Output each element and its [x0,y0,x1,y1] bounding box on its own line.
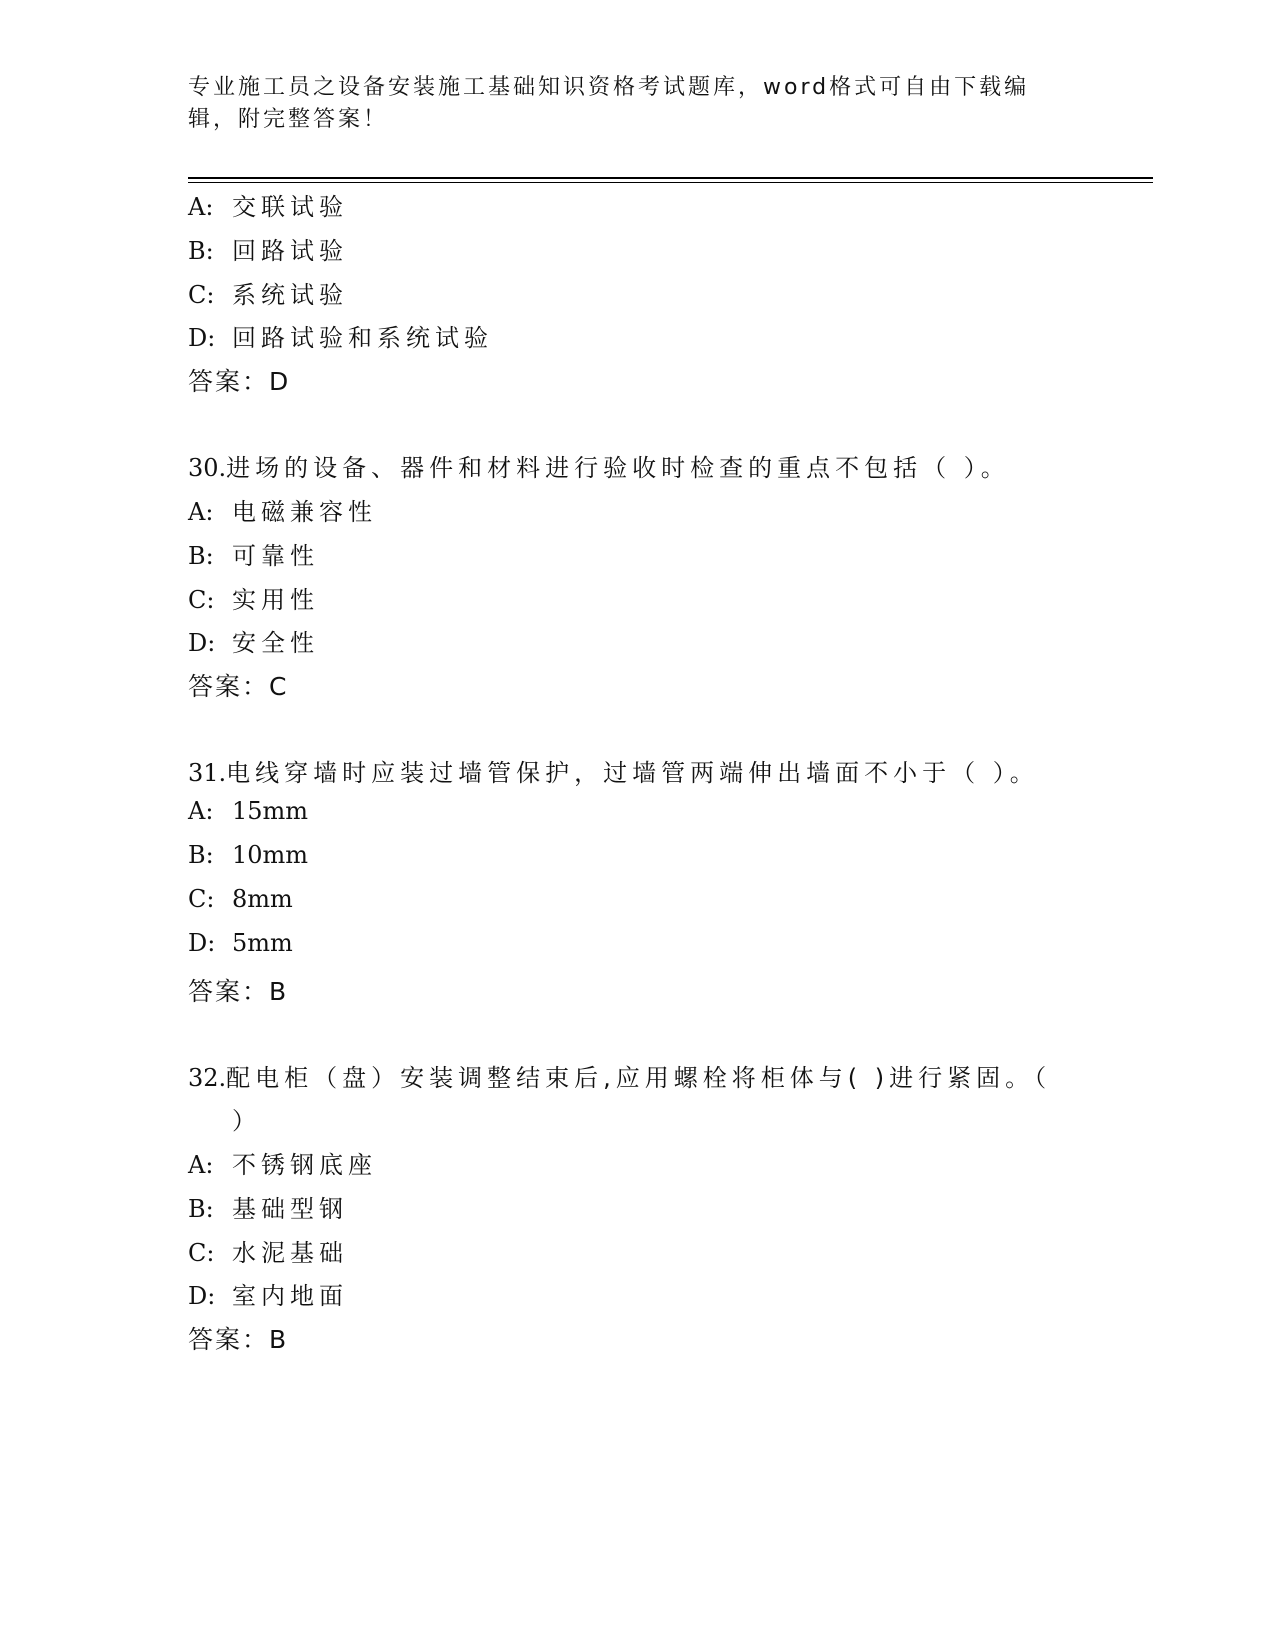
option-text: 系统试验 [232,281,348,309]
option-text: 水泥基础 [232,1239,348,1267]
option-c [188,580,319,615]
answer-line: 答案：B [188,1325,289,1354]
option-label: B: [188,1195,214,1223]
option-text: 5mm [232,929,293,957]
option-text: 10mm [232,841,309,869]
question-text: 电线穿墙时应装过墙管保护，过墙管两端伸出墙面不小于（ ）。 [226,759,1039,787]
option-a [188,492,377,527]
document-header: 专业施工员之设备安装施工基础知识资格考试题库，word格式可自由下载编辑，附完整答案！ [188,75,1030,132]
option-text: 可靠性 [232,542,319,570]
option-c [188,1233,348,1268]
option-label: A: [188,797,214,825]
option-c [188,885,293,913]
option-text: 电磁兼容性 [232,498,377,526]
question-text: 配电柜（盘）安装调整结束后,应用螺栓将柜体与( )进行紧固。（ [226,1064,1052,1092]
option-label: A: [188,193,214,221]
option-label: A: [188,1151,214,1179]
option-label: B: [188,841,214,869]
option-text: 8mm [232,885,293,913]
answer-line: 答案：B [188,977,289,1006]
answer-line: 答案：C [188,672,289,701]
option-d [188,623,319,658]
question-text: 进场的设备、器件和材料进行验收时检查的重点不包括（ ）。 [226,454,1010,482]
option-a [188,797,308,825]
option-label: C: [188,281,215,309]
option-label: C: [188,1239,215,1267]
option-label: D: [188,629,216,657]
option-d [188,929,293,957]
option-a [188,1145,377,1180]
option-b [188,1189,348,1224]
option-label: B: [188,237,214,265]
option-c [188,275,348,310]
option-d [188,1276,348,1311]
option-label: A: [188,498,214,526]
option-text: 回路试验和系统试验 [232,324,493,352]
question-stem [188,1058,1051,1093]
option-b [188,841,308,869]
option-text: 回路试验 [232,237,348,265]
option-label: D: [188,1282,216,1310]
option-text: 不锈钢底座 [232,1151,377,1179]
option-b [188,536,319,571]
option-b [188,231,348,266]
question-stem-continuation: ） [232,1107,256,1135]
option-label: C: [188,885,215,913]
question-stem [188,753,1039,788]
option-text: 交联试验 [232,193,348,221]
option-text: 15mm [232,797,309,825]
option-label: B: [188,542,214,570]
question-number: 32. [188,1064,227,1092]
option-label: C: [188,586,215,614]
option-text: 基础型钢 [232,1195,348,1223]
option-text: 实用性 [232,586,319,614]
header-rule-thin [188,182,1153,183]
option-label: D: [188,929,216,957]
option-text: 室内地面 [232,1282,348,1310]
option-d [188,318,493,353]
answer-line: 答案：D [188,367,291,396]
option-a [188,187,348,222]
option-text: 安全性 [232,629,319,657]
question-number: 30. [188,454,227,482]
question-number: 31. [188,759,227,787]
question-stem [188,448,1010,483]
header-rule-thick [188,177,1153,179]
option-label: D: [188,324,216,352]
